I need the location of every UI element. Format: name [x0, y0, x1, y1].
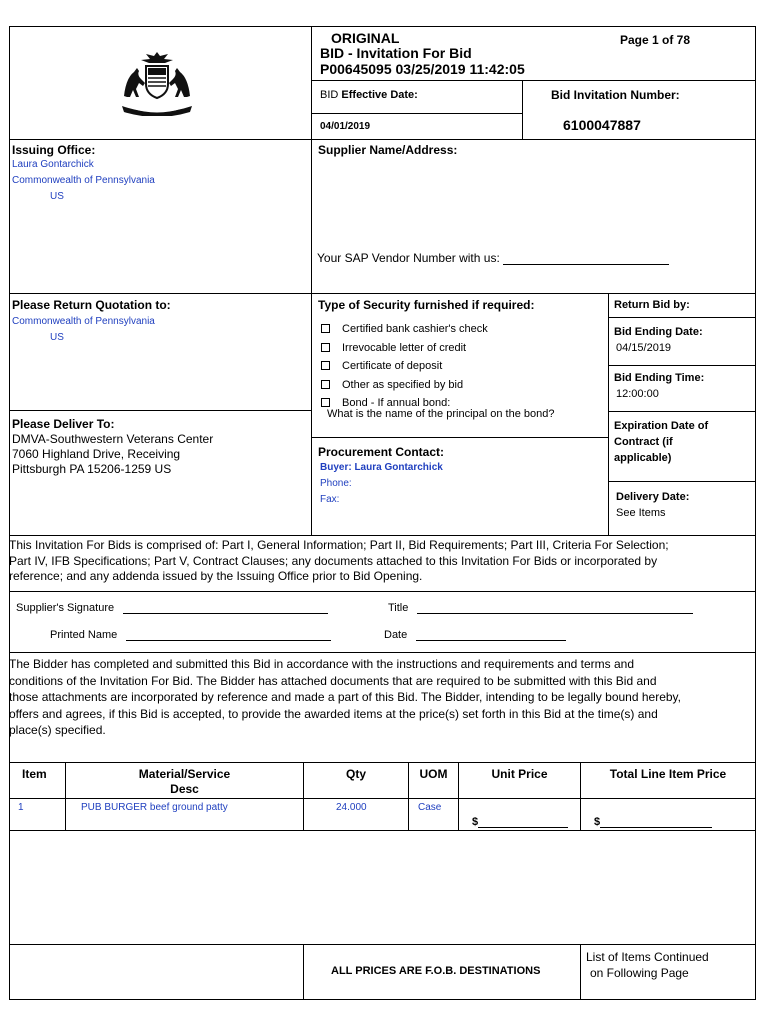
- principal-question: What is the name of the principal on the bond?: [327, 408, 555, 420]
- supplier-label: Supplier Name/Address:: [318, 143, 458, 157]
- row-total-price-field[interactable]: $: [594, 816, 712, 828]
- bid-number-date: P00645095 03/25/2019 11:42:05: [320, 61, 525, 77]
- security-option-bond[interactable]: Bond - If annual bond:: [321, 394, 488, 413]
- deliver-to-line2: 7060 Highland Drive, Receiving: [12, 447, 181, 461]
- checkbox[interactable]: [321, 343, 330, 352]
- return-quotation-label: Please Return Quotation to:: [12, 298, 171, 312]
- security-option-letter-of-credit[interactable]: Irrevocable letter of credit: [321, 339, 488, 358]
- security-label: Type of Security furnished if required:: [318, 298, 535, 312]
- fob-destinations-note: ALL PRICES ARE F.O.B. DESTINATIONS: [331, 965, 541, 977]
- checkbox[interactable]: [321, 361, 330, 370]
- checkbox[interactable]: [321, 398, 330, 407]
- deliver-to-line3: Pittsburgh PA 15206-1259 US: [12, 462, 172, 476]
- bid-ending-date-value: 04/15/2019: [616, 342, 672, 354]
- original-label: ORIGINAL: [331, 30, 400, 46]
- pennsylvania-seal-icon: [118, 50, 196, 121]
- issuing-office-org: Commonwealth of Pennsylvania: [12, 175, 155, 186]
- invitation-number-label: Bid Invitation Number:: [551, 88, 680, 102]
- row-unit-price-field[interactable]: $: [472, 816, 568, 828]
- issuing-office-label: Issuing Office:: [12, 143, 96, 157]
- row-item-number: 1: [18, 802, 24, 813]
- col-header-unit-price: Unit Price: [491, 767, 548, 781]
- invitation-number-value: 6100047887: [563, 117, 641, 133]
- date-field[interactable]: Date: [384, 629, 566, 641]
- intro-paragraph: This Invitation For Bids is comprised of: Part I, General Information; Part II, Bid Requirements; Part III, Criteria For Selection; Part IV, IFB Specifications; Part V, Contract Clauses; any documents attached to this Invitation For Bids or incorporated by reference; and any addenda issued by the Issuing Office prior to Bid Opening.: [9, 538, 669, 583]
- bid-title: BID - Invitation For Bid: [320, 45, 472, 61]
- row-item-uom: Case: [418, 802, 442, 813]
- security-option-cashiers-check[interactable]: Certified bank cashier's check: [321, 320, 488, 339]
- bid-ending-time-label: Bid Ending Time:: [614, 372, 705, 384]
- items-continued-note: List of Items Continued on Following Page: [586, 950, 709, 980]
- security-options: [321, 320, 488, 413]
- security-option-other[interactable]: Other as specified by bid: [321, 376, 488, 395]
- bid-ending-date-label: Bid Ending Date:: [614, 326, 703, 338]
- deliver-to-line1: DMVA-Southwestern Veterans Center: [12, 432, 214, 446]
- procurement-fax: Fax:: [320, 494, 340, 505]
- row-item-desc: PUB BURGER beef ground patty: [81, 802, 228, 813]
- delivery-date-label: Delivery Date:: [616, 491, 690, 503]
- col-header-desc: Material/Service Desc: [138, 767, 231, 796]
- bid-ending-time-value: 12:00:00: [616, 388, 659, 400]
- return-bid-label: Return Bid by:: [614, 299, 690, 311]
- issuing-office-country: US: [50, 191, 64, 202]
- expiration-date-label: Expiration Date of Contract (if applicable): [614, 420, 709, 464]
- printed-name-field[interactable]: Printed Name: [50, 629, 331, 641]
- row-item-qty: 24.000: [336, 802, 367, 813]
- col-header-qty: Qty: [345, 767, 366, 781]
- security-option-certificate-of-deposit[interactable]: Certificate of deposit: [321, 357, 488, 376]
- procurement-phone: Phone:: [320, 478, 352, 489]
- checkbox[interactable]: [321, 324, 330, 333]
- col-header-item: Item: [22, 767, 47, 781]
- vendor-number-field[interactable]: Your SAP Vendor Number with us:: [317, 251, 669, 265]
- effective-date-label: BID Effective Date:: [320, 89, 418, 101]
- col-header-uom: UOM: [419, 767, 448, 781]
- checkbox[interactable]: [321, 380, 330, 389]
- issuing-office-name: Laura Gontarchick: [12, 159, 94, 170]
- page-count: Page 1 of 78: [620, 33, 691, 47]
- delivery-date-value: See Items: [616, 507, 666, 519]
- procurement-buyer: Buyer: Laura Gontarchick: [320, 462, 443, 473]
- bidder-statement: The Bidder has completed and submitted this Bid in accordance with the instructions and requirements and terms and conditions of the Invitation For Bid. The Bidder has attached documents that are required to be submitted with this Bid and those attachments are incorporated by reference and made a part of this Bid. The Bidder, intending to be legally bound hereby, offers and agrees, if this Bid is accepted, to provide the awarded items at the price(s) set forth in this Bid at the time(s) and place(s) specified.: [9, 657, 681, 737]
- deliver-to-label: Please Deliver To:: [12, 417, 115, 431]
- return-quotation-country: US: [50, 332, 64, 343]
- supplier-signature-field[interactable]: Supplier's Signature: [16, 602, 328, 614]
- col-header-total: Total Line Item Price: [609, 767, 727, 781]
- effective-date-value: 04/01/2019: [320, 121, 371, 132]
- procurement-contact-label: Procurement Contact:: [318, 445, 445, 459]
- return-quotation-org: Commonwealth of Pennsylvania: [12, 316, 155, 327]
- title-field[interactable]: Title: [388, 602, 693, 614]
- deliver-to-block: [12, 417, 213, 477]
